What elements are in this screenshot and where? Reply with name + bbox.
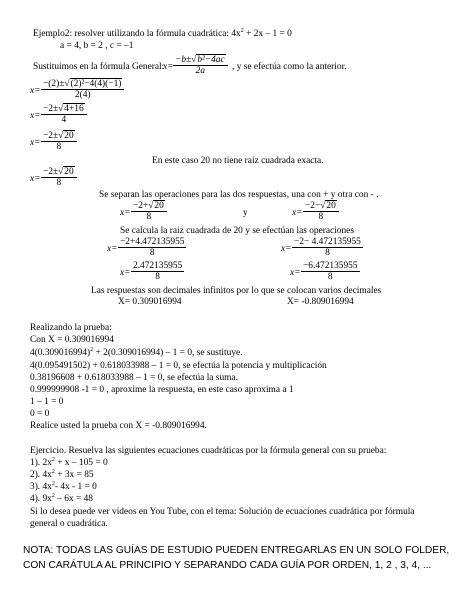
substitution-suffix: , y se efectúa como la anterior. xyxy=(232,62,347,72)
note-text: NOTA: TODAS LAS GUÍAS DE ESTUDIO PUEDEN ENTREGARLAS EN UN SOLO FOLDER, CON CARÁTULA AL PRINCIPIO Y SEPARANDO CADA GUÍA POR ORDEN, 1, 2 , 3, 4, ... xyxy=(23,545,450,571)
x-label-calc2-right: x= xyxy=(290,268,301,278)
proof-line-8: Realice usted la prueba con X = -0.809016994. xyxy=(30,421,207,431)
x-label-calc2-left: x= xyxy=(120,268,131,278)
substitution-text: Sustituimos en la fórmula General: xyxy=(33,62,165,72)
exercise-item-4: 4). $9x^2 - 6x = 48$ xyxy=(30,493,93,504)
x-label-3: x= xyxy=(30,138,41,148)
calc1-right-fraction: $\frac{-2- 4.472135955}{8}$ xyxy=(294,237,361,258)
exercise-title: Ejercicio. Resuelva las siguientes ecuaciones cuadráticas por la fórmula general con su prueba: xyxy=(30,446,387,456)
proof-line-3: 4(0.095491502) + 0.618033988 – 1 = 0, se efectúa la potencia y multiplicación xyxy=(30,361,327,371)
calc2-left-fraction: $\frac{2.472135955}{8}$ xyxy=(133,261,183,282)
no-exact-root-comment: En este caso 20 no tiene raíz cuadrada exacta. xyxy=(152,156,324,166)
step1-fraction: $\frac{\text{−(2)±√(2)²−4(4)(−1)}}{2(4)}$ xyxy=(41,79,124,100)
exercise-item-3: 3). $4x^2-$ 4x - 1 = 0 xyxy=(30,481,97,492)
proof-line-4: 0.38196608 + 0.618033988 – 1 = 0, se efectúa la suma. xyxy=(30,373,238,383)
infinite-decimals-text: Las respuestas son decimales infinitos por lo que se colocan varios decimales xyxy=(91,286,382,296)
calc-root-text: Se calcula la raíz cuadrada de 20 y se efectúan las operaciones xyxy=(120,226,354,236)
x-label-split-left: x= xyxy=(120,208,131,218)
formula-lhs: x= xyxy=(163,62,174,72)
proof-line-6: 1 – 1 = 0 xyxy=(30,397,64,407)
step4-fraction: $\frac{-2\pm√20}{8}$ xyxy=(41,167,77,188)
split-left-fraction: $\frac{-2+√20}{8}$ xyxy=(131,201,167,222)
general-formula: $\frac{\text{−b±√b²−4ac}}{2a}$ xyxy=(173,55,228,76)
x-label-calc1-left: x= xyxy=(107,244,118,254)
x-label-split-right: x= xyxy=(292,208,303,218)
and-word: y xyxy=(243,208,248,218)
proof-title: Realizando la prueba: xyxy=(30,323,112,333)
x-label-1: x= xyxy=(30,86,41,96)
x-label-calc1-right: x= xyxy=(281,244,292,254)
answer-x2: X= -0.809016994 xyxy=(287,297,354,307)
step2-fraction: $\frac{-2\pm√4+16}{4}$ xyxy=(41,104,87,125)
exercise-item-1: 1). $2x^2 + x - 105 = 0$ xyxy=(30,457,108,468)
proof-line-2: $4(0.309016994)^2 + 2(0.309016994) - 1 = 0$, se sustituye. xyxy=(30,347,243,358)
answer-x1: X= 0.309016994 xyxy=(118,297,182,307)
proof-line-7: 0 = 0 xyxy=(30,409,50,419)
split-right-fraction: $\frac{-2-√20}{8}$ xyxy=(303,201,339,222)
x-label-4: x= xyxy=(30,174,41,184)
example-heading: Ejemplo2: resolver utilizando la fórmula cuadrática: $4x^2 + 2x - 1 = 0$ xyxy=(33,28,292,39)
step3-fraction: $\frac{-2\pm√20}{8}$ xyxy=(41,131,77,152)
exercise-item-2: 2). $4x^2 + 3x = 85$ xyxy=(30,469,94,480)
split-operations-text: Se separan las operaciones para las dos respuestas, una con + y otra con - . xyxy=(99,190,379,200)
calc1-left-fraction: $\frac{-2+4.472135955}{8}$ xyxy=(120,237,185,258)
calc2-right-fraction: $\frac{-6.472135955}{8}$ xyxy=(303,261,358,282)
proof-line-5: 0.999999908 -1 = 0 , aproxime la respuesta, en este caso aproxima a 1 xyxy=(30,385,294,395)
proof-line-1: Con X = 0.309016994 xyxy=(30,335,114,345)
youtube-text: Si lo desea puede ver videos en You Tube, con el tema: Solución de ecuaciones cuadrática por fórmula general o cuadrática. xyxy=(30,507,415,529)
coefficients: a = 4, b = 2 , c = –1 xyxy=(60,41,134,51)
x-label-2: x= xyxy=(30,111,41,121)
